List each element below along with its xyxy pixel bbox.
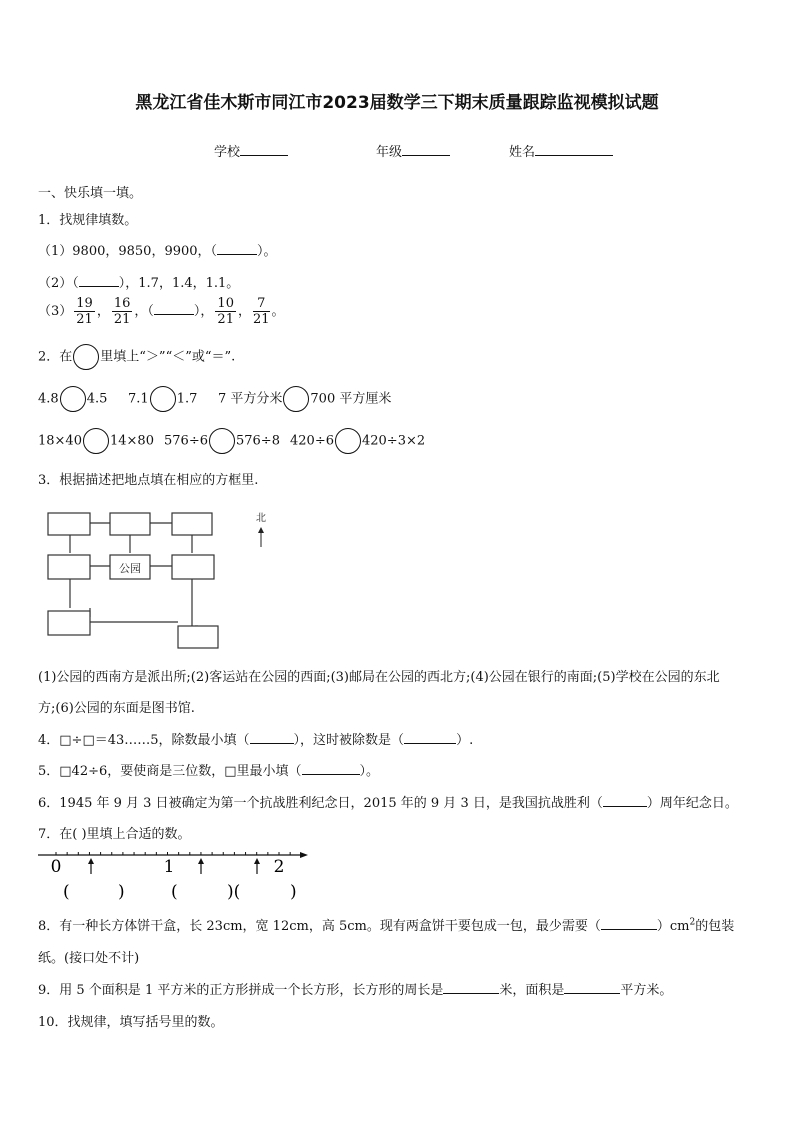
paren-open: ( — [171, 882, 178, 902]
q2-row2-b: 576÷6 576÷8 — [164, 428, 280, 454]
paren-close: ) — [290, 882, 297, 902]
grade-field — [376, 141, 450, 160]
q9-area-blank[interactable] — [564, 981, 620, 994]
paren-open: ( — [63, 882, 70, 902]
name-field — [509, 141, 613, 160]
school-blank[interactable] — [240, 143, 288, 156]
school-field — [214, 141, 288, 160]
map-box-west[interactable] — [48, 555, 90, 579]
q1-stem: 1．找规律填数。 — [38, 213, 138, 228]
map-box-northwest[interactable] — [48, 513, 90, 535]
compare-circle-input[interactable] — [83, 428, 109, 454]
q8-line2: 纸。(接口处不计) — [38, 951, 140, 966]
q1-line3-end: 。 — [271, 304, 285, 319]
north-label: 北 — [256, 513, 266, 524]
fraction-10-21: $\frac{10}{21}$ — [217, 296, 234, 327]
q8-blank[interactable] — [601, 917, 657, 930]
fraction-19-21: $\frac{19}{21}$ — [76, 296, 93, 327]
map-box-northeast[interactable] — [172, 513, 212, 535]
section-heading: 一、快乐填一填。 — [38, 186, 143, 201]
q1-line3-label: （3） — [38, 304, 73, 319]
name-label: 姓名 — [509, 145, 536, 160]
q1-3-blank[interactable] — [154, 302, 194, 315]
q2-stem-a: 2．在 — [38, 349, 73, 365]
name-blank[interactable] — [535, 143, 613, 156]
map-box-southeast[interactable] — [178, 626, 218, 648]
paren-close: ) — [118, 882, 125, 902]
q6-blank[interactable] — [603, 794, 647, 807]
q2-row1-a: 4.8 4.5 — [38, 386, 107, 412]
q4-dividend-blank[interactable] — [404, 731, 456, 744]
q10-stem: 10．找规律，填写括号里的数。 — [38, 1015, 224, 1030]
q9: 9．用 5 个面积是 1 平方米的正方形拼成一个长方形，长方形的周长是 米，面积是 平方米。 — [38, 983, 673, 998]
q1-2-blank[interactable] — [79, 274, 119, 287]
q1-line2 — [38, 272, 239, 291]
q5: 5．□42÷6，要使商是三位数，□里最小填（ ）。 — [38, 764, 380, 779]
q4: 4．□÷□＝43……5，除数最小填（ ），这时被除数是（ ）. — [38, 733, 474, 748]
q1-line2-start: （2）（ — [38, 276, 79, 291]
number-line — [36, 847, 316, 905]
tick-label-0: 0 — [50, 857, 62, 877]
q8-line1: 8．有一种长方体饼干盒，长 23cm，宽 12cm，高 5cm。现有两盒饼干要包成一包，最少需要（ ）$cm^2$的包装 — [38, 917, 735, 934]
school-label: 学校 — [214, 145, 241, 160]
q3-desc-line1: (1)公园的西南方是派出所;(2)客运站在公园的西面;(3)邮局在公园的西北方;(4)公园在银行的南面;(5)学校在公园的东北 — [38, 670, 720, 685]
axis-arrowhead-icon — [300, 852, 308, 858]
page-title: 黑龙江省佳木斯市同江市2023届数学三下期末质量跟踪监视模拟试题 — [135, 93, 659, 113]
compare-circle-input[interactable] — [209, 428, 235, 454]
compare-circle-input[interactable] — [150, 386, 176, 412]
q1-line1-end: ）。 — [257, 244, 277, 259]
q2-stem — [38, 344, 235, 370]
compare-circle — [73, 344, 99, 370]
map-box-southwest[interactable] — [48, 611, 90, 635]
fraction-7-21: $\frac{7}{21}$ — [252, 296, 270, 327]
q1-line3-open: ，（ — [134, 304, 154, 319]
fraction-16-21: $\frac{16}{21}$ — [113, 296, 131, 327]
compare-circle-input[interactable] — [283, 386, 309, 412]
tick-label-2: 2 — [273, 857, 285, 877]
comma: ， — [237, 304, 251, 319]
q1-line2-text: ），1.7，1.4，1.1。 — [118, 276, 240, 291]
q2-row1-c: 7 平方分米 700 平方厘米 — [218, 386, 391, 412]
q4-divisor-blank[interactable] — [250, 731, 294, 744]
q1-line3 — [38, 296, 285, 327]
comma: ， — [96, 304, 110, 319]
q7-stem: 7．在( )里填上合适的数。 — [38, 827, 191, 842]
paren-close-open: )( — [227, 882, 241, 902]
q1-line1 — [38, 240, 277, 259]
grade-label: 年级 — [376, 145, 403, 160]
q2-row1-b: 7.1 1.7 — [128, 386, 197, 412]
compare-circle-input[interactable] — [335, 428, 361, 454]
q2-row2-a: 18×40 14×80 — [38, 428, 154, 454]
q9-perimeter-blank[interactable] — [443, 981, 499, 994]
q3-stem: 3．根据描述把地点填在相应的方框里. — [38, 473, 259, 488]
q1-line3-close: ）， — [193, 304, 214, 319]
tick-label-1: 1 — [163, 857, 175, 877]
map-diagram — [40, 505, 280, 650]
q5-blank[interactable] — [302, 762, 360, 775]
north-arrowhead-icon — [258, 527, 264, 533]
q2-row2-c: 420÷6 420÷3×2 — [290, 428, 425, 454]
q1-1-blank[interactable] — [217, 242, 257, 255]
map-box-north[interactable] — [110, 513, 150, 535]
q3-desc-line2: 方;(6)公园的东面是图书馆. — [38, 701, 195, 716]
park-label: 公园 — [119, 562, 141, 575]
map-box-east[interactable] — [172, 555, 214, 579]
grade-blank[interactable] — [402, 143, 450, 156]
compare-circle-input[interactable] — [60, 386, 86, 412]
q2-stem-b: 里填上“＞”“＜”或“＝”. — [100, 349, 236, 365]
q1-line1-text: （1）9800，9850，9900，（ — [38, 244, 218, 259]
q6: 6．1945 年 9 月 3 日被确定为第一个抗战胜利纪念日，2015 年的 9 月 3 日，是我国抗战胜利（ ）周年纪念日。 — [38, 796, 738, 811]
